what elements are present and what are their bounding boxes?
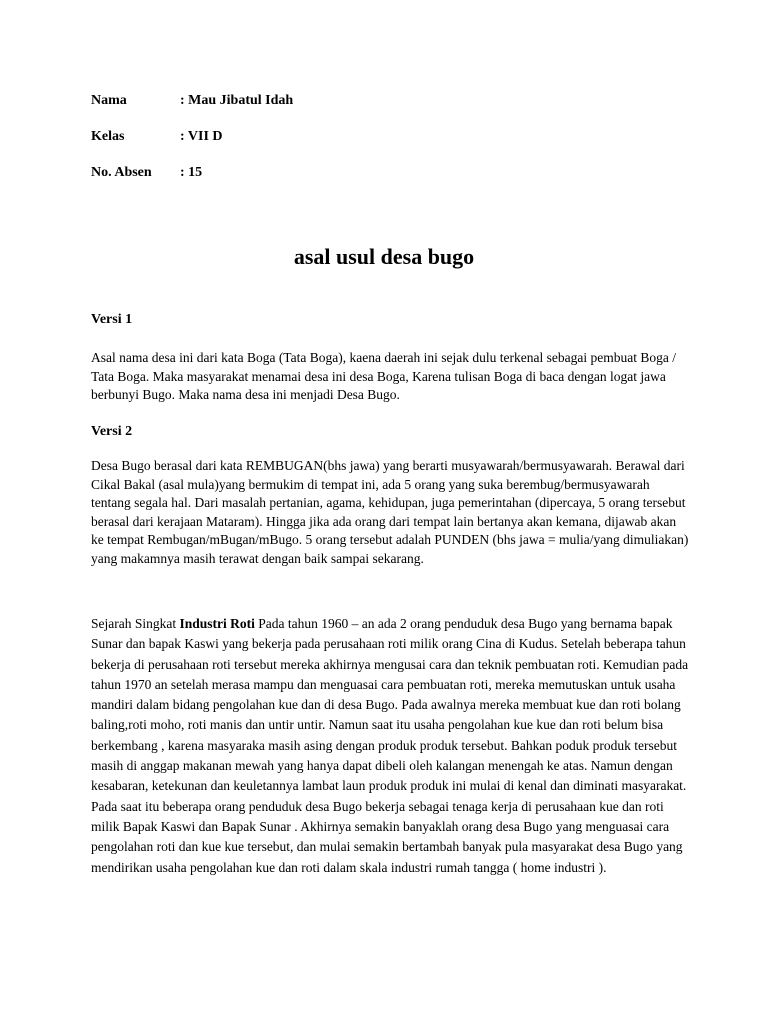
nama-value: : Mau Jibatul Idah (180, 93, 294, 108)
versi2-heading: Versi 2 (91, 424, 133, 439)
kelas-row (91, 129, 223, 145)
absen-value: : 15 (180, 165, 203, 180)
versi1-paragraph: Asal nama desa ini dari kata Boga (Tata Boga), kaena daerah ini sejak dulu terkenal sebagai pembuat Boga / Tata Boga. Maka masyarakat menamai desa ini desa Boga, Karena tulisan Boga di baca dengan logat jawa berbunyi Bugo. Maka nama desa ini menjadi Desa Bugo. (91, 350, 676, 402)
sejarah-intro: Sejarah Singkat (91, 616, 180, 631)
versi1-heading: Versi 1 (91, 312, 133, 327)
sejarah-body: Pada tahun 1960 – an ada 2 orang penduduk desa Bugo yang bernama bapak Sunar dan bapak Kaswi yang bekerja pada perusahaan roti milik orang Cina di Kudus. Setelah beberapa tahun bekerja di perusahaan roti tersebut mereka akhirnya mengusai cara dan teknik pembuatan roti. Kemudian pada tahun 1970 an setelah merasa mampu dan menguasai cara pembuatan roti, mereka memutuskan untuk usaha mandiri dalam bidang pengolahan kue dan di desa Bugo. Pada awalnya mereka membuat kue dan roti bolang baling,roti moho, roti manis dan untir untir. Namun saat itu usaha pengolahan kue kue dan roti belum bisa berkembang , karena masyaraka masih asing dengan produk produk tersebut. Bahkan poduk produk tersebut masih di anggap makanan mewah yang hanya dapat dibeli oleh kalangan menengah ke atas. Namun dengan kesabaran, ketekunan dan keuletannya lambat laun produk produk ini mulai di kenal dan diminati masyarakat. Pada saat itu beberapa orang penduduk desa Bugo bekerja sebagai tenaga kerja di perusahaan kue dan roti milik Bapak Kaswi dan Bapak Sunar . Akhirnya semakin banyaklah orang desa Bugo yang menguasai cara pengolahan roti dan kue kue tersebut, dan mulai semakin bertambah banyak pula masyarakat desa Bugo yang mendirikan usaha pengolahan kue dan roti dalam skala industri rumah tangga ( home industri ). (91, 616, 689, 875)
absen-label: No. Absen (91, 165, 152, 180)
nama-label: Nama (91, 93, 127, 108)
versi2-paragraph: Desa Bugo berasal dari kata REMBUGAN(bhs jawa) yang berarti musyawarah/bermusyawarah. Berawal dari Cikal Bakal (asal mula)yang bermukim di tempat ini, ada 5 orang yang suka berembug/bermusyawarah tentang segala hal. Dari masalah pertanian, agama, kehidupan, juga pemerintahan (dipercaya, 5 orang tersebut berasal dari kerajaan Mataram). Hingga jika ada orang dari tempat lain bertanya akan kemana, dijawab akan ke tempat Rembugan/mBugan/mBugo. 5 orang tersebut adalah PUNDEN (bhs jawa = mulia/yang dimuliakan) yang makamnya masih terawat dengan baik sampai sekarang. (91, 458, 689, 566)
sejarah-bold-term: Industri Roti (179, 616, 255, 631)
document-title: asal usul desa bugo (293, 244, 475, 269)
nama-row (91, 93, 293, 109)
kelas-label: Kelas (91, 129, 125, 144)
kelas-value: : VII D (180, 129, 223, 144)
absen-row (91, 165, 202, 181)
sejarah-paragraph (91, 614, 691, 878)
